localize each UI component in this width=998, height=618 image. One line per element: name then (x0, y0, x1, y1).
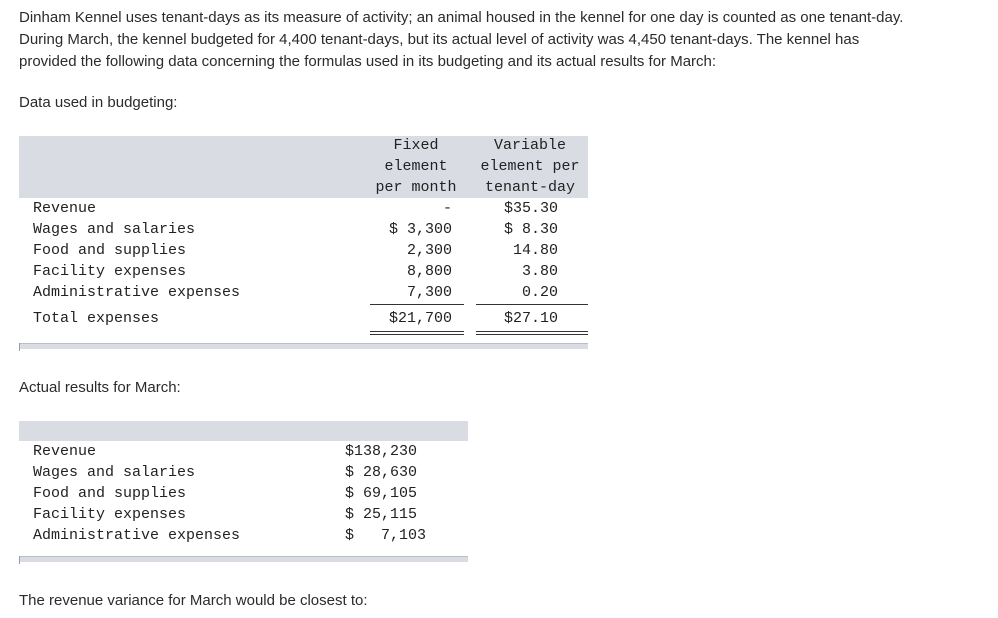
actual-row-label: Wages and salaries (33, 464, 196, 481)
budget-row-variable: 3.80 (521, 263, 558, 280)
budget-row-fixed: 7,300 (406, 284, 452, 301)
actual-row-value: $ 69,105 (345, 485, 418, 502)
total-expenses-fixed: $21,700 (388, 310, 452, 327)
actual-row-value: $ 7,103 (345, 527, 427, 544)
variable-header-line-3: tenant-day (484, 179, 575, 196)
variable-header-line-1: Variable (493, 137, 566, 154)
budget-row-variable: $ 8.30 (503, 221, 558, 238)
actual-row-value: $ 28,630 (345, 464, 418, 481)
actual-row-label: Administrative expenses (33, 527, 241, 544)
budget-row-variable: $35.30 (503, 200, 558, 217)
fixed-header-line-2: element (384, 158, 448, 175)
budget-data-heading: Data used in budgeting: (19, 94, 178, 111)
problem-statement: Dinham Kennel uses tenant-days as its measure of activity; an animal housed in the kennel for one day is counted as one tenant-day. During March, the kennel budgeted for 4,400 tenant-days, but its actual level of activity was 4,450 tenant-days. The kennel has provided the following data concerning the formulas used in its budgeting and its actual results for March: (19, 9, 904, 70)
budget-row-label: Wages and salaries (33, 221, 196, 238)
total-expenses-label: Total expenses (33, 310, 160, 327)
actual-row-label: Food and supplies (33, 485, 187, 502)
actual-table-header-band (19, 421, 468, 441)
budget-row-fixed: $ 3,300 (388, 221, 452, 238)
budget-row-fixed: 8,800 (406, 263, 452, 280)
fixed-header-line-3: per month (375, 179, 457, 196)
budget-row-fixed: - (442, 200, 452, 217)
actual-results-heading: Actual results for March: (19, 379, 181, 396)
actual-table-footer-bar (19, 556, 468, 562)
budget-row-label: Facility expenses (33, 263, 187, 280)
variable-header-line-2: element per (480, 158, 580, 175)
fixed-header-line-1: Fixed (393, 137, 439, 154)
budget-row-fixed: 2,300 (406, 242, 452, 259)
budget-row-label: Revenue (33, 200, 97, 217)
budget-row-label: Administrative expenses (33, 284, 241, 301)
budget-row-variable: 14.80 (512, 242, 558, 259)
budget-row-variable: 0.20 (521, 284, 558, 301)
actual-row-label: Revenue (33, 443, 97, 460)
question-text: The revenue variance for March would be closest to: (19, 592, 368, 609)
actual-row-label: Facility expenses (33, 506, 187, 523)
total-expenses-variable: $27.10 (503, 310, 558, 327)
actual-table-footer-tick (19, 556, 20, 564)
budget-row-label: Food and supplies (33, 242, 187, 259)
actual-row-value: $ 25,115 (345, 506, 418, 523)
actual-row-value: $138,230 (345, 443, 418, 460)
